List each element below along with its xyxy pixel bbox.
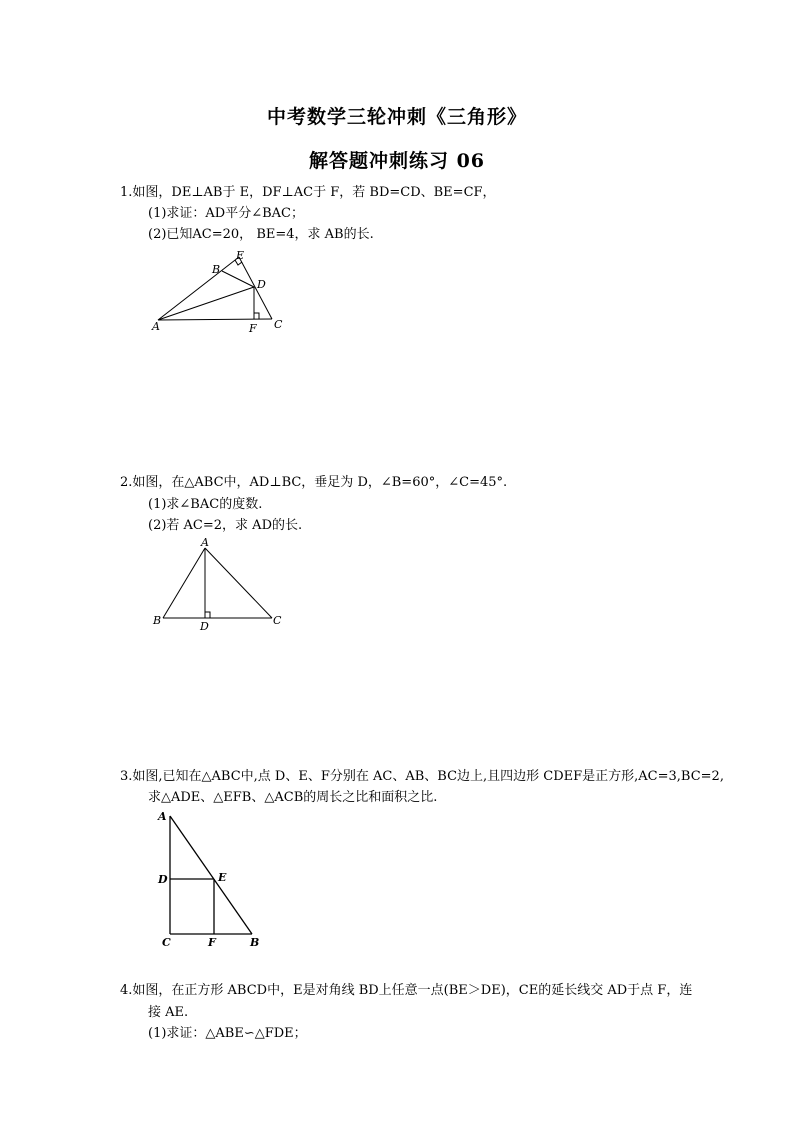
label-a: A: [158, 810, 167, 823]
problem-1-part-1: (1)求证：AD平分∠BAC；: [148, 206, 305, 221]
label-b: B: [250, 936, 260, 949]
segment-ad: [158, 287, 254, 320]
problem-2-figure: [148, 536, 288, 634]
label-d: D: [200, 620, 209, 633]
label-c: C: [273, 614, 282, 627]
problem-3-stem-continued: 求△ADE、△EFB、△ACB的周长之比和面积之比.: [148, 790, 438, 805]
label-f: F: [249, 322, 257, 335]
label-f: F: [208, 936, 216, 949]
problem-2-part-2: (2)若 AC=2，求 AD的长.: [148, 518, 303, 533]
problem-3-stem: 3.如图,已知在△ABC中,点 D、E、F分别在 AC、AB、BC边上,且四边形 CDEF是正方形,AC=3,BC=2,: [120, 769, 724, 784]
label-e: E: [218, 871, 227, 884]
problem-4-stem: 4.如图，在正方形 ABCD中，E是对角线 BD上任意一点(BE＞DE)，CE的延长线交 AD于点 F，连: [120, 983, 693, 998]
right-angle-f: [254, 313, 259, 319]
segment-ac: [205, 548, 272, 618]
label-e: E: [236, 249, 245, 262]
segment-ae: [158, 257, 239, 320]
label-a: A: [201, 536, 209, 549]
page-subtitle: 解答题冲刺练习 06: [308, 150, 486, 172]
page-title: 中考数学三轮冲刺《三角形》: [266, 106, 527, 128]
label-b: B: [212, 263, 221, 276]
problem-1-figure: [150, 248, 300, 338]
label-c: C: [274, 318, 283, 331]
right-angle-d: [205, 612, 210, 618]
problem-2-stem: 2.如图，在△ABC中，AD⊥BC，垂足为 D，∠B=60°，∠C=45°.: [120, 475, 508, 490]
label-c: C: [162, 936, 171, 949]
segment-ab: [163, 548, 205, 618]
label-d: D: [158, 873, 168, 886]
problem-4-part-1: (1)求证：△ABE∽△FDE；: [148, 1026, 307, 1041]
problem-2-part-1: (1)求∠BAC的度数.: [148, 497, 263, 512]
label-d: D: [257, 278, 266, 291]
segment-ac: [158, 319, 272, 320]
segment-ec: [239, 257, 272, 319]
problem-1-part-2: (2)已知AC=20， BE=4，求 AB的长.: [148, 227, 374, 242]
problem-1-stem: 1.如图，DE⊥AB于 E，DF⊥AC于 F，若 BD=CD、BE=CF，: [120, 185, 496, 200]
label-a: A: [152, 320, 160, 333]
problem-4-stem-continued: 接 AE.: [148, 1005, 189, 1020]
segment-bd: [222, 271, 254, 287]
label-b: B: [153, 614, 162, 627]
segment-ab: [170, 816, 252, 934]
problem-3-figure: [150, 806, 270, 952]
